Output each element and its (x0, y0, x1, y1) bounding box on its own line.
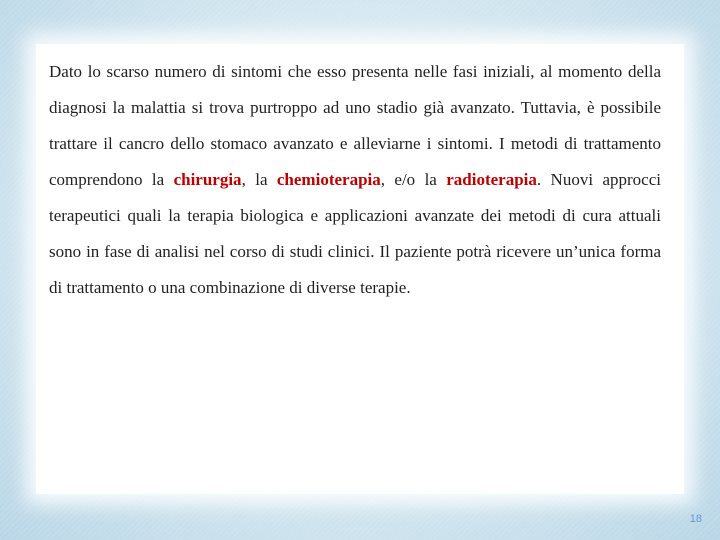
text-segment: , la (241, 170, 277, 189)
highlight-chemioterapia: chemioterapia (276, 170, 381, 189)
text-segment: . Nuovi approcci terapeutici quali la terapia biologica e applicazioni avanzate dei metodi di cura attuali sono in fase di analisi nel corso di studi clinici. Il paziente potrà ricevere un’unica forma di trattamento o una combinazione di diverse terapie. (49, 170, 661, 297)
body-paragraph (49, 54, 661, 306)
highlight-chirurgia: chirurgia (173, 170, 242, 189)
text-segment: , e/o la (380, 170, 447, 189)
page-number: 18 (689, 513, 702, 525)
text-segment: Dato lo scarso numero di sintomi che esso presenta nelle fasi iniziali, al momento della diagnosi la malattia si trova purtroppo ad uno stadio già avanzato. Tuttavia, è possibile trattare il cancro dello stomaco avanzato e alleviarne i sintomi. I metodi di trattamento comprendono la (49, 62, 661, 189)
highlight-radioterapia: radioterapia (446, 170, 537, 189)
